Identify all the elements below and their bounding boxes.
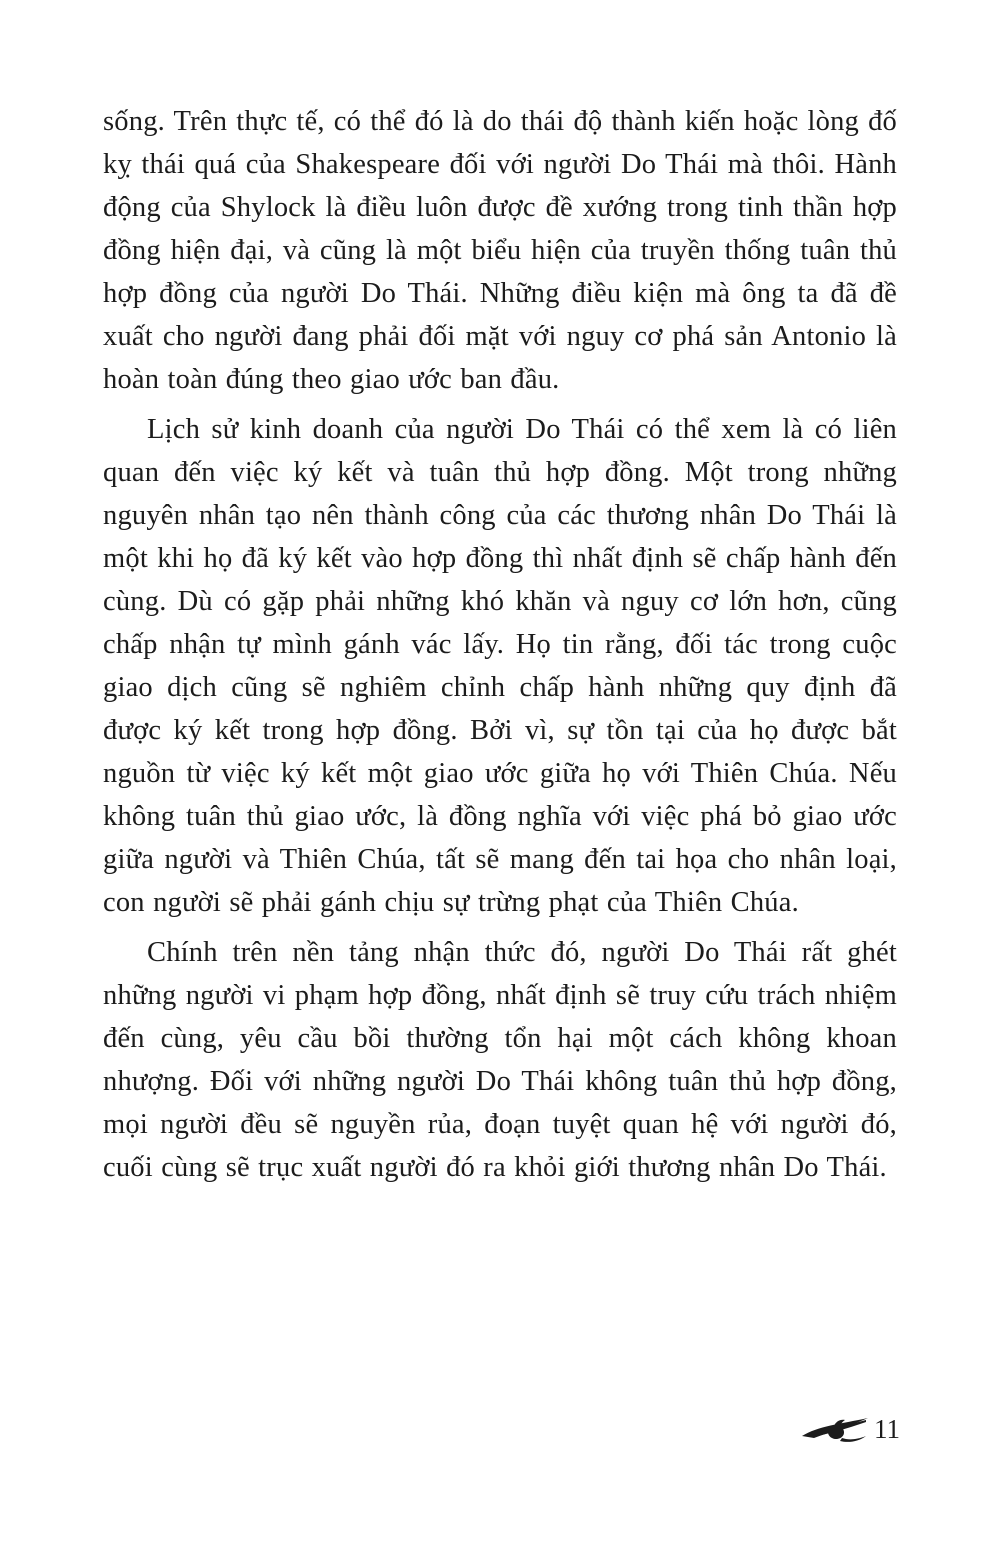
paragraph-3: Chính trên nền tảng nhận thức đó, người Do Thái rất ghét những người vi phạm hợp đồng, nhất định sẽ truy cứu trách nhiệm đến cùng, yêu cầu bồi thường tổn hại một cách không khoan nhượng. Đối với những người Do Thái không tuân thủ hợp đồng, mọi người đều sẽ nguyền rủa, đoạn tuyệt quan hệ với người đó, cuối cùng sẽ trục xuất người đó ra khỏi giới thương nhân Do Thái.	[103, 937, 897, 1183]
page-number: 11	[874, 1414, 900, 1444]
paragraph-2: Lịch sử kinh doanh của người Do Thái có thể xem là có liên quan đến việc ký kết và tuân thủ hợp đồng. Một trong những nguyên nhân tạo nên thành công của các thương nhân Do Thái là một khi họ đã ký kết vào hợp đồng thì nhất định sẽ chấp hành đến cùng. Dù có gặp phải những khó khăn và nguy cơ lớn hơn, cũng chấp nhận tự mình gánh vác lấy. Họ tin rằng, đối tác trong cuộc giao dịch cũng sẽ nghiêm chỉnh chấp hành những quy định đã được ký kết trong hợp đồng. Bởi vì, sự tồn tại của họ được bắt nguồn từ việc ký kết một giao ước giữa họ với Thiên Chúa. Nếu không tuân thủ giao ước, là đồng nghĩa với việc phá bỏ giao ước giữa người và Thiên Chúa, tất sẽ mang đến tai họa cho nhân loại, con người sẽ phải gánh chịu sự trừng phạt của Thiên Chúa.	[103, 414, 897, 918]
paragraph-1: sống. Trên thực tế, có thể đó là do thái độ thành kiến hoặc lòng đố kỵ thái quá của Shakespeare đối với người Do Thái mà thôi. Hành động của Shylock là điều luôn được đề xướng trong tinh thần hợp đồng hiện đại, và cũng là một biểu hiện của truyền thống tuân thủ hợp đồng của người Do Thái. Những điều kiện mà ông ta đã đề xuất cho người đang phải đối mặt với nguy cơ phá sản Antonio là hoàn toàn đúng theo giao ước ban đầu.	[103, 106, 897, 395]
bird-flourish-icon	[800, 1412, 872, 1446]
page-footer	[800, 1412, 900, 1446]
text-block	[103, 100, 897, 1196]
